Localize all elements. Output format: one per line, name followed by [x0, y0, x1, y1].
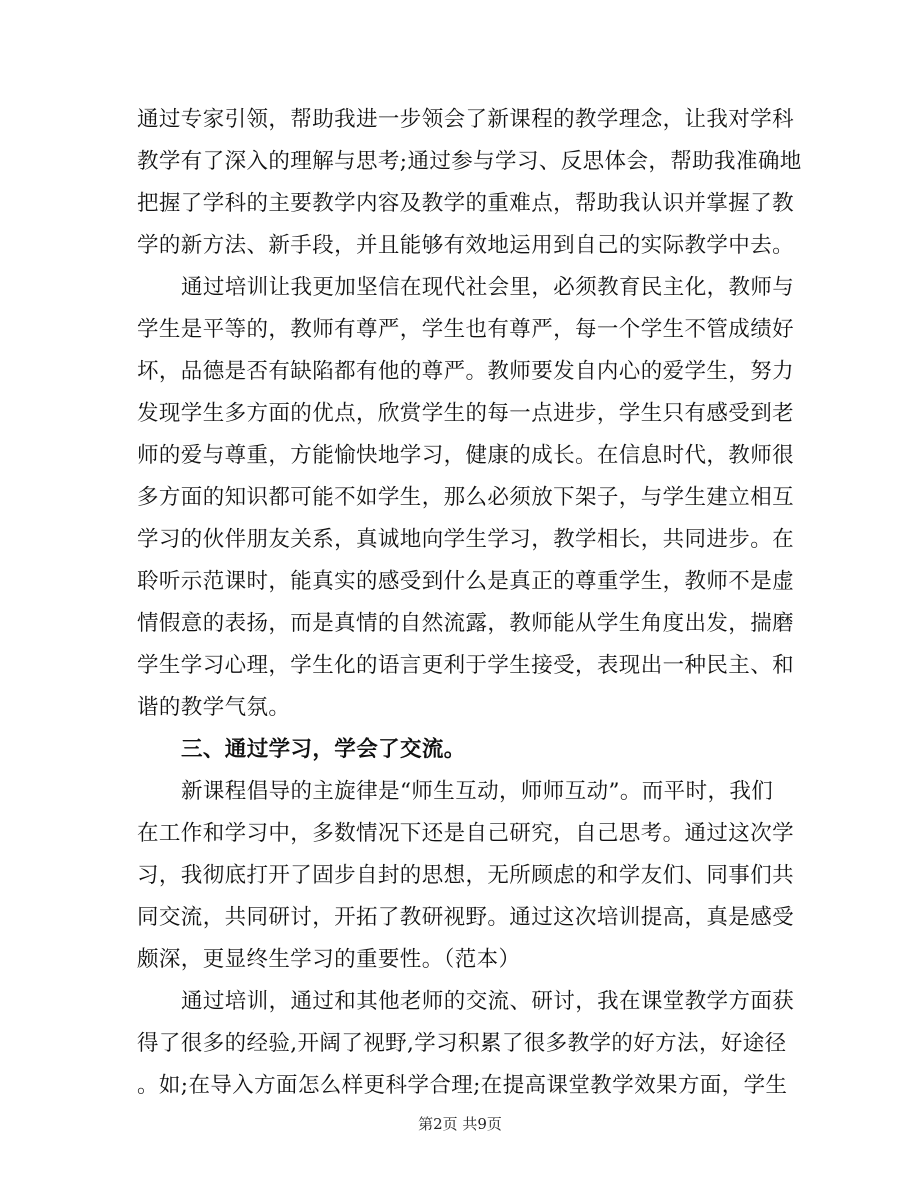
text-line: 师的爱与尊重，方能愉快地学习，健康的成长。在信息时代，教师很: [137, 443, 795, 468]
text-line: 情假意的表扬，而是真情的自然流露，教师能从学生角度出发，揣磨: [137, 611, 795, 636]
text-line: 。如;在导入方面怎么样更科学合理;在提高课堂教学效果方面，学生: [137, 1073, 788, 1098]
text-line: 通过专家引领，帮助我进一步领会了新课程的教学理念，让我对学科: [137, 107, 795, 132]
text-line: 学生是平等的，教师有尊严，学生也有尊严，每一个学生不管成绩好: [137, 317, 795, 342]
section-heading: 三、通过学习，学会了交流。: [181, 737, 466, 762]
text-line: 学生学习心理，学生化的语言更利于学生接受，表现出一种民主、和: [137, 653, 795, 678]
paragraph-start-line: 通过培训让我更加坚信在现代社会里，必须教育民主化，教师与: [181, 275, 795, 300]
paragraph-start-line: 新课程倡导的主旋律是“师生互动，师师互动”。而平时，我们: [181, 779, 774, 804]
text-line: 教学有了深入的理解与思考;通过参与学习、反思体会，帮助我准确地: [137, 149, 802, 174]
text-line: 发现学生多方面的优点，欣赏学生的每一点进步，学生只有感受到老: [137, 401, 795, 426]
text-line: 谐的教学气氛。: [137, 695, 291, 720]
text-line: 聆听示范课时，能真实的感受到什么是真正的尊重学生，教师不是虚: [137, 569, 795, 594]
text-line: 习，我彻底打开了固步自封的思想，无所顾虑的和学友们、同事们共: [137, 863, 795, 888]
text-line: 同交流，共同研讨，开拓了教研视野。通过这次培训提高，真是感受: [137, 905, 795, 930]
text-line: 在工作和学习中，多数情况下还是自己研究，自己思考。通过这次学: [137, 821, 795, 846]
document-body: [137, 99, 802, 1107]
text-line: 多方面的知识都可能不如学生，那么必须放下架子，与学生建立相互: [137, 485, 795, 510]
text-line: 颇深，更显终生学习的重要性。（范本）: [137, 947, 521, 972]
text-line: 把握了学科的主要教学内容及教学的重难点，帮助我认识并掌握了教: [137, 191, 795, 216]
page-number-footer: 第2页 共9页: [418, 1115, 502, 1133]
text-line: 学的新方法、新手段，并且能够有效地运用到自己的实际教学中去。: [137, 233, 795, 258]
text-line: 坏，品德是否有缺陷都有他的尊严。教师要发自内心的爱学生，努力: [137, 359, 795, 384]
text-line: 学习的伙伴朋友关系，真诚地向学生学习，教学相长，共同进步。在: [137, 527, 795, 552]
text-line: 得了很多的经验,开阔了视野,学习积累了很多教学的好方法，好途径: [137, 1031, 787, 1056]
paragraph-start-line: 通过培训，通过和其他老师的交流、研讨，我在课堂教学方面获: [181, 989, 795, 1014]
